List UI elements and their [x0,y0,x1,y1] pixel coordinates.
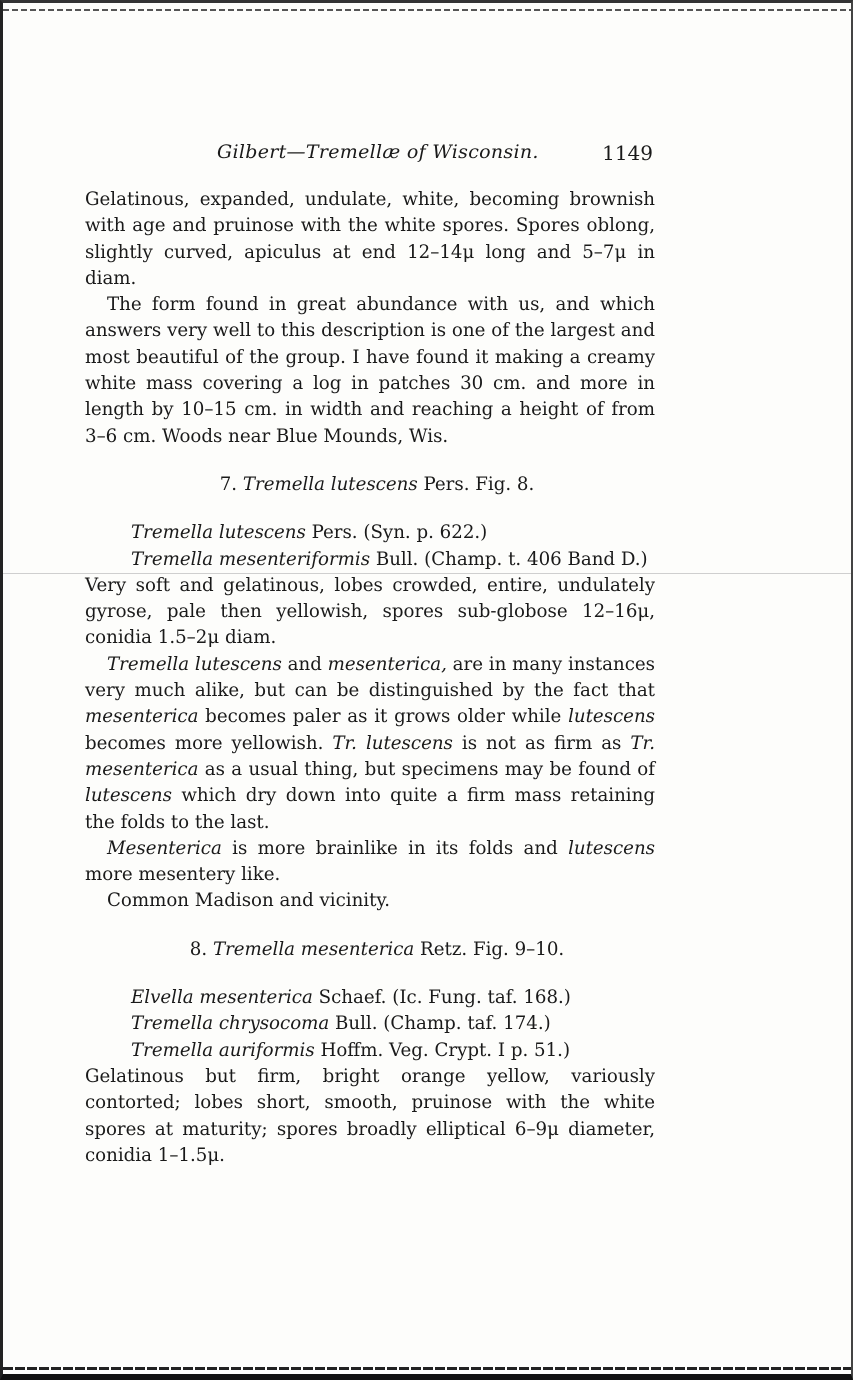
species-name-8: Tremella mesenterica [212,938,415,960]
species-authority-8: Retz. Fig. 9–10. [420,938,565,960]
description-paragraph-7: Very soft and gelatinous, lobes crowded, entire, undulately gyrose, pale then yellowish, spores sub-globose 12–16μ, conidia 1.5–2μ diam. [85,574,655,649]
page-top-edge [3,9,851,11]
synonym-line: Tremella chrysocoma Bull. (Champ. taf. 174.) [131,1013,551,1035]
form-note-paragraph-7: Mesenterica is more brainlike in its folds and lutescens more mesentery like. [85,837,655,886]
running-title: Gilbert—Tremellæ of Wisconsin. [217,141,539,163]
synonym-line: Elvella mesenterica Schaef. (Ic. Fung. taf. 168.) [131,987,571,1009]
species-number-7: 7. [219,473,238,495]
species-heading-8 [85,937,655,963]
description-paragraph-6: Gelatinous, expanded, undulate, white, becoming brownish with age and pruinose with the white spores. Spores oblong, slightly curved, apiculus at end 12–14μ long and 5–7μ in diam. [85,189,655,289]
synonym-line: Tremella lutescens Pers. (Syn. p. 622.) [131,522,488,544]
locality-paragraph-7: Common Madison and vicinity. [107,890,391,912]
species-name-7: Tremella lutescens [242,473,418,495]
observation-paragraph-6: The form found in great abundance with us, and which answers very well to this description is one of the largest and most beautiful of the group. I have found it making a creamy white mass covering a log in patches 30 cm. and more in length by 10–15 cm. in width and reaching a height of from 3–6 cm. Woods near Blue Mounds, Wis. [85,294,655,447]
synonym-line: Tremella auriformis Hoffm. Veg. Crypt. I p. 51.) [131,1039,571,1061]
page-bottom-edge [3,1367,851,1370]
running-header [217,141,653,171]
species-authority-7: Pers. Fig. 8. [423,473,535,495]
description-paragraph-8: Gelatinous but firm, bright orange yellow, variously contorted; lobes short, smooth, pruinose with the white spores at maturity; spores broadly elliptical 6–9μ diameter, conidia 1–1.5μ. [85,1065,655,1166]
species-number-8: 8. [189,938,208,960]
synonym-line: Tremella mesenteriformis Bull. (Champ. t. 406 Band D.) [131,548,648,570]
page-body [85,187,655,1169]
comparison-paragraph-7: Tremella lutescens and mesenterica, are in many instances very much alike, but can be distinguished by the fact that mesenterica becomes paler as it grows older while lutescens becomes more yellowish. Tr. lutescens is not as firm as Tr. mesenterica as a usual thing, but specimens may be found of lutescens which dry down into quite a firm mass retaining the folds to the last. [85,653,656,833]
page-number: 1149 [602,141,653,165]
species-heading-7 [85,472,655,498]
